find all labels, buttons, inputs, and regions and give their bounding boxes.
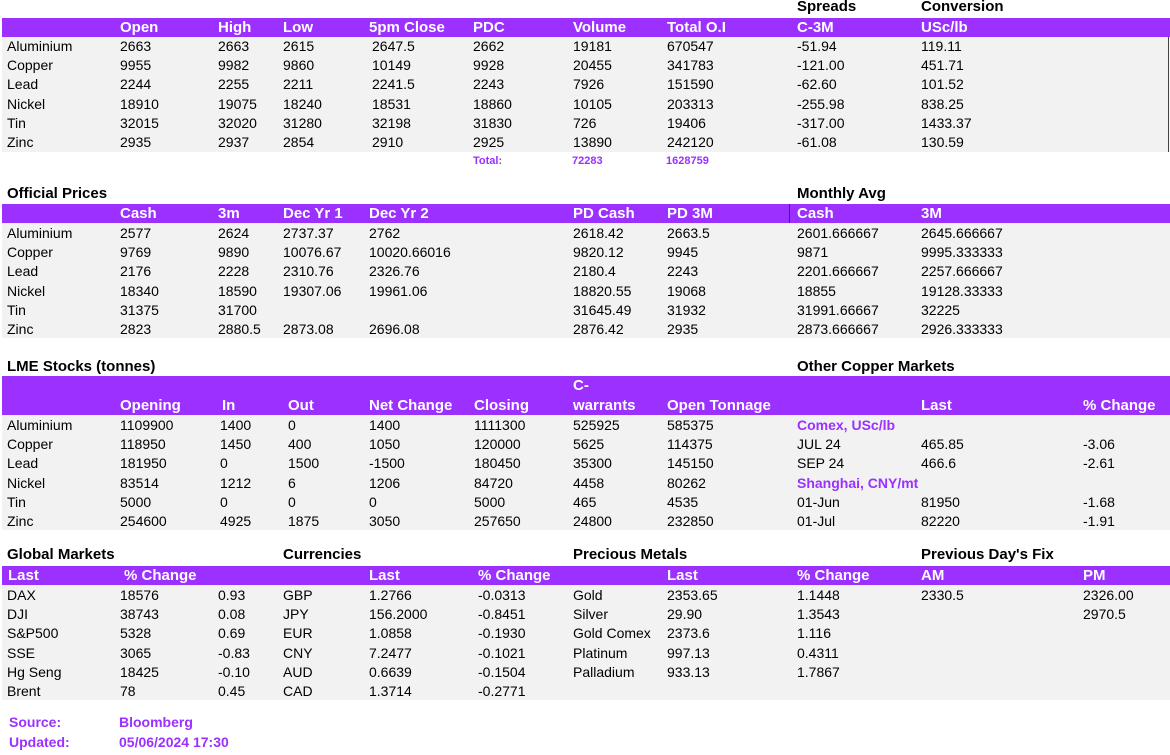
copper-market-row-pct-change: -1.91: [1083, 513, 1115, 529]
official-row-dec-yr-2: 10020.66016: [369, 244, 451, 261]
conversion-label: Conversion: [921, 0, 1004, 15]
stocks-row-closing: 84720: [474, 474, 513, 491]
global-row-metal: Gold Comex: [573, 625, 651, 642]
col-c-warrants-line2: warrants: [573, 397, 636, 414]
stocks-row-c-warrants: 465: [573, 493, 597, 510]
official-row-dec-yr-2: 19961.06: [369, 282, 428, 299]
col-pdc: PDC: [473, 19, 505, 36]
copper-market-row-contract: SEP 24: [797, 455, 845, 472]
monthly-avg-title: Monthly Avg: [797, 185, 886, 202]
market-row-pdc: 31830: [473, 114, 512, 131]
market-row-metal: Aluminium: [7, 38, 73, 54]
col-pd-3m: PD 3M: [667, 205, 713, 222]
stocks-row-metal: Aluminium: [7, 417, 73, 433]
official-prices-title: Official Prices: [7, 185, 108, 202]
official-row-metal: Lead: [7, 263, 39, 280]
col-dec-yr-1: Dec Yr 1: [283, 205, 343, 222]
precious-metals-title: Precious Metals: [573, 546, 688, 563]
global-row-metal-last: 933.13: [667, 663, 710, 680]
official-row-dec-yr-1: 2737.37: [283, 225, 334, 241]
col-3m: 3m: [218, 205, 240, 222]
market-row-metal: Tin: [7, 114, 26, 131]
col-dec-yr-2: Dec Yr 2: [369, 205, 429, 222]
stocks-row-net-change: 1206: [369, 474, 401, 491]
stocks-row-closing: 120000: [474, 436, 521, 453]
market-row-open: 9955: [120, 57, 152, 74]
market-row-high: 9982: [218, 57, 250, 74]
market-row-c-3m: -62.60: [797, 76, 837, 93]
col-c-warrants-line1: C-: [573, 377, 589, 394]
official-row-cash: 31375: [120, 301, 159, 318]
source-value: Bloomberg: [119, 714, 193, 730]
global-row-metal: Silver: [573, 606, 609, 623]
global-row-index: Brent: [7, 683, 41, 699]
market-row-pdc: 18860: [473, 95, 512, 112]
official-row-3m: 2880.5: [218, 321, 261, 337]
stocks-row-open-tonnage: 80262: [667, 474, 706, 491]
stocks-row-c-warrants: 525925: [573, 417, 620, 433]
stocks-row-c-warrants: 5625: [573, 436, 605, 453]
stocks-row-net-change: -1500: [369, 455, 405, 472]
market-row-total-oi: 670547: [667, 38, 714, 54]
stocks-row-opening: 181950: [120, 455, 167, 472]
col-5pm-close: 5pm Close: [369, 19, 445, 36]
copper-market-row-pct-change: -3.06: [1083, 436, 1115, 453]
market-row-low: 2854: [283, 134, 315, 150]
market-row-volume: 726: [573, 114, 597, 131]
official-row-metal: Nickel: [7, 282, 46, 299]
market-row-pdc: 2243: [473, 76, 505, 93]
market-row-metal: Copper: [7, 57, 53, 74]
col-pd-cash: PD Cash: [573, 205, 635, 222]
market-row-low: 2211: [283, 76, 314, 93]
global-row-index-pct-change: -0.83: [218, 644, 250, 661]
total-volume: 72283: [572, 155, 603, 167]
market-row-total-oi: 151590: [667, 76, 714, 93]
stocks-row-c-warrants: 4458: [573, 474, 605, 491]
stocks-row-in: 0: [220, 455, 228, 472]
copper-market-row-contract: 01-Jul: [797, 513, 836, 529]
stocks-row-open-tonnage: 232850: [667, 513, 714, 529]
official-row-cash: 2823: [120, 321, 152, 337]
col-monthly-3m: 3M: [921, 205, 942, 222]
market-row-close: 32198: [372, 114, 411, 131]
market-row-total-oi: 19406: [667, 114, 706, 131]
market-row-low: 2615: [283, 38, 315, 54]
official-row-dec-yr-1: 10076.67: [283, 244, 342, 261]
market-row-pdc: 2662: [473, 38, 505, 54]
col-fix-pm: PM: [1083, 567, 1106, 584]
global-row-currency-pct-change: -0.8451: [478, 606, 526, 623]
official-row-dec-yr-2: 2762: [369, 225, 401, 241]
col-metal-pct-change: % Change: [797, 567, 870, 584]
copper-market-row-last: 82220: [921, 513, 960, 529]
global-markets-title: Global Markets: [7, 546, 115, 563]
market-row-close: 2647.5: [372, 38, 415, 54]
global-row-index-last: 38743: [120, 606, 159, 623]
official-row-monthly-3m: 19128.33333: [921, 282, 1003, 299]
market-row-high: 2937: [218, 134, 250, 150]
stocks-row-c-warrants: 35300: [573, 455, 612, 472]
global-row-currency: GBP: [283, 587, 313, 603]
official-row-pd-cash: 2180.4: [573, 263, 616, 280]
official-row-monthly-cash: 18855: [797, 282, 836, 299]
market-row-total-oi: 341783: [667, 57, 714, 74]
stocks-row-net-change: 1400: [369, 417, 401, 433]
official-row-pd-cash: 2876.42: [573, 321, 624, 337]
copper-market-row-last: 465.85: [921, 436, 964, 453]
stocks-row-net-change: 0: [369, 493, 377, 510]
official-row-3m: 2624: [218, 225, 250, 241]
official-row-pd-cash: 31645.49: [573, 301, 632, 318]
official-row-3m: 31700: [218, 301, 257, 318]
stocks-row-metal: Nickel: [7, 474, 46, 491]
market-row-high: 32020: [218, 114, 257, 131]
market-row-open: 32015: [120, 114, 159, 131]
stocks-row-metal: Zinc: [7, 513, 34, 529]
market-row-open: 2663: [120, 38, 152, 54]
col-high: High: [218, 19, 252, 36]
lme-stocks-title: LME Stocks (tonnes): [7, 358, 156, 375]
stocks-row-metal: Lead: [7, 455, 39, 472]
official-row-monthly-cash: 31991.66667: [797, 301, 879, 318]
stocks-row-out: 6: [288, 474, 296, 491]
global-row-currency: AUD: [283, 663, 313, 680]
col-low: Low: [283, 19, 313, 36]
global-row-currency-pct-change: -0.1504: [478, 663, 526, 680]
market-row-close: 18531: [372, 95, 411, 112]
global-row-metal-last: 29.90: [667, 606, 703, 623]
official-row-monthly-3m: 9995.333333: [921, 244, 1003, 261]
stocks-row-out: 0: [288, 417, 296, 433]
global-row-currency: JPY: [283, 606, 309, 623]
global-row-fix-pm: 2326.00: [1083, 587, 1134, 603]
global-row-index-pct-change: -0.10: [218, 663, 250, 680]
global-row-metal: Palladium: [573, 663, 635, 680]
official-row-monthly-3m: 2257.666667: [921, 263, 1003, 280]
global-row-index-pct-change: 0.45: [218, 683, 246, 699]
official-row-metal: Copper: [7, 244, 53, 261]
stocks-row-out: 400: [288, 436, 312, 453]
global-row-fix-pm: 2970.5: [1083, 606, 1126, 623]
official-row-monthly-3m: 2645.666667: [921, 225, 1003, 241]
official-row-3m: 9890: [218, 244, 250, 261]
global-row-currency-pct-change: -0.0313: [478, 587, 526, 603]
copper-market-row-last: 466.6: [921, 455, 957, 472]
market-row-c-3m: -61.08: [797, 134, 837, 150]
market-row-high: 19075: [218, 95, 257, 112]
previous-day-fix-title: Previous Day's Fix: [921, 546, 1054, 563]
official-row-cash: 18340: [120, 282, 159, 299]
market-row-volume: 19181: [573, 38, 612, 54]
global-row-index-last: 18425: [120, 663, 159, 680]
global-row-currency-pct-change: -0.1021: [478, 644, 526, 661]
global-row-fix-am: 2330.5: [921, 587, 964, 603]
official-row-monthly-3m: 2926.333333: [921, 321, 1003, 337]
stocks-row-open-tonnage: 4535: [667, 493, 699, 510]
stocks-row-in: 1400: [220, 417, 252, 433]
stocks-row-out: 0: [288, 493, 296, 510]
stocks-header-bar: [2, 376, 1170, 415]
global-header-bar: [2, 566, 1170, 585]
market-row-usc-lb: 101.52: [921, 76, 964, 93]
source-label: Source:: [9, 714, 62, 730]
stocks-row-metal: Tin: [7, 493, 26, 510]
stocks-row-out: 1500: [288, 455, 320, 472]
global-row-metal-pct-change: 0.4311: [797, 644, 839, 661]
official-row-dec-yr-2: 2696.08: [369, 321, 420, 337]
global-row-index-last: 3065: [120, 644, 152, 661]
col-volume: Volume: [573, 19, 627, 36]
col-c-3m: C-3M: [797, 19, 834, 36]
stocks-row-closing: 180450: [474, 455, 521, 472]
global-row-index: DJI: [7, 606, 28, 623]
global-row-currency-last: 156.2000: [369, 606, 428, 623]
market-row-c-3m: -255.98: [797, 95, 845, 112]
market-row-metal: Nickel: [7, 95, 46, 112]
stocks-row-net-change: 3050: [369, 513, 401, 529]
market-row-usc-lb: 451.71: [921, 57, 964, 74]
official-row-cash: 2176: [120, 263, 152, 280]
col-usc-lb: USc/lb: [921, 19, 968, 36]
global-row-index-last: 5328: [120, 625, 152, 642]
stocks-row-opening: 1109900: [120, 417, 174, 433]
copper-market-row-pct-change: -2.61: [1083, 455, 1115, 472]
stocks-row-closing: 257650: [474, 513, 521, 529]
market-row-close: 2910: [372, 134, 404, 150]
official-row-monthly-3m: 32225: [921, 301, 960, 318]
col-metal-last: Last: [667, 567, 698, 584]
market-row-usc-lb: 130.59: [921, 134, 964, 150]
global-row-metal-pct-change: 1.3543: [797, 606, 840, 623]
global-row-index: DAX: [7, 587, 36, 603]
global-row-index: SSE: [7, 644, 36, 661]
global-row-metal-last: 2353.65: [667, 587, 718, 603]
official-row-3m: 2228: [218, 263, 250, 280]
global-row-metal-pct-change: 1.1448: [797, 587, 840, 603]
market-row-low: 31280: [283, 114, 322, 131]
header-separator: [789, 204, 790, 223]
market-row-open: 18910: [120, 95, 159, 112]
col-copper-pct-change: % Change: [1083, 397, 1156, 414]
global-row-index-last: 78: [120, 683, 136, 699]
official-row-dec-yr-1: 19307.06: [283, 282, 342, 299]
col-cash: Cash: [120, 205, 157, 222]
col-open: Open: [120, 19, 159, 36]
market-row-total-oi: 242120: [667, 134, 714, 150]
market-row-usc-lb: 838.25: [921, 95, 964, 112]
col-currency-pct-change: % Change: [478, 567, 551, 584]
global-row-currency-last: 1.2766: [369, 587, 412, 603]
market-row-volume: 10105: [573, 95, 612, 112]
global-row-currency-pct-change: -0.2771: [478, 683, 526, 699]
global-row-metal: Platinum: [573, 644, 628, 661]
updated-label: Updated:: [9, 734, 70, 750]
official-row-monthly-cash: 2601.666667: [797, 225, 879, 241]
other-copper-title: Other Copper Markets: [797, 358, 955, 375]
official-row-pd-cash: 18820.55: [573, 282, 632, 299]
stocks-row-opening: 83514: [120, 474, 159, 491]
official-row-metal: Zinc: [7, 321, 34, 337]
stocks-row-open-tonnage: 114375: [667, 436, 713, 453]
copper-market-row-last: 81950: [921, 493, 960, 510]
market-row-metal: Zinc: [7, 134, 34, 150]
col-net-change: Net Change: [369, 397, 453, 414]
stocks-row-open-tonnage: 145150: [667, 455, 714, 472]
col-fix-am: AM: [921, 567, 945, 584]
stocks-row-in: 1450: [220, 436, 252, 453]
updated-value: 05/06/2024 17:30: [119, 734, 229, 750]
total-label: Total:: [473, 155, 503, 167]
global-row-metal-pct-change: 1.7867: [797, 663, 840, 680]
total-open-interest: 1628759: [666, 155, 709, 167]
stocks-row-opening: 118950: [120, 436, 166, 453]
stocks-row-c-warrants: 24800: [573, 513, 612, 529]
official-row-pd-3m: 2243: [667, 263, 699, 280]
market-row-open: 2935: [120, 134, 152, 150]
col-total-oi: Total O.I: [667, 19, 726, 36]
col-global-pct-change: % Change: [124, 567, 197, 584]
market-row-volume: 20455: [573, 57, 612, 74]
stocks-row-in: 4925: [220, 513, 252, 529]
global-row-index-pct-change: 0.93: [218, 587, 246, 603]
copper-market-row-contract: 01-Jun: [797, 493, 840, 510]
market-row-volume: 13890: [573, 134, 612, 150]
global-row-currency-last: 7.2477: [369, 644, 412, 661]
official-row-pd-3m: 9945: [667, 244, 699, 261]
market-row-metal: Lead: [7, 76, 39, 93]
spreads-label: Spreads: [797, 0, 857, 15]
official-row-metal: Tin: [7, 301, 26, 318]
col-global-last: Last: [8, 567, 39, 584]
stocks-row-closing: 5000: [474, 493, 506, 510]
copper-market-row-pct-change: -1.68: [1083, 493, 1115, 510]
official-row-pd-3m: 19068: [667, 282, 706, 299]
col-monthly-cash: Cash: [797, 205, 834, 222]
global-row-metal-last: 2373.6: [667, 625, 710, 642]
market-row-c-3m: -51.94: [797, 38, 837, 54]
right-border: [1168, 37, 1169, 152]
official-row-pd-3m: 2935: [667, 321, 699, 337]
global-row-metal-pct-change: 1.116: [797, 625, 831, 642]
market-row-total-oi: 203313: [667, 95, 714, 112]
col-copper-last: Last: [921, 397, 952, 414]
global-row-currency: CNY: [283, 644, 313, 661]
col-in: In: [222, 397, 236, 414]
stocks-row-opening: 5000: [120, 493, 152, 510]
market-row-c-3m: -121.00: [797, 57, 845, 74]
copper-market-row-contract: JUL 24: [797, 436, 841, 453]
market-row-low: 9860: [283, 57, 315, 74]
global-row-index: Hg Seng: [7, 663, 62, 680]
global-row-index: S&P500: [7, 625, 59, 642]
official-row-pd-3m: 31932: [667, 301, 706, 318]
currencies-title: Currencies: [283, 546, 362, 563]
global-row-index-last: 18576: [120, 587, 159, 603]
market-row-pdc: 2925: [473, 134, 505, 150]
copper-market-row-contract: Shanghai, CNY/mt: [797, 474, 919, 491]
global-row-currency: CAD: [283, 683, 313, 699]
market-header-bar: [2, 18, 1170, 37]
stocks-row-out: 1875: [288, 513, 320, 529]
global-row-metal-last: 997.13: [667, 644, 710, 661]
official-row-monthly-cash: 2873.666667: [797, 321, 879, 337]
global-row-currency-last: 1.3714: [369, 683, 412, 699]
col-currency-last: Last: [369, 567, 400, 584]
market-row-close: 10149: [372, 57, 411, 74]
market-row-volume: 7926: [573, 76, 605, 93]
stocks-row-metal: Copper: [7, 436, 53, 453]
stocks-row-opening: 254600: [120, 513, 167, 529]
global-row-index-pct-change: 0.08: [218, 606, 246, 623]
col-out: Out: [288, 397, 314, 414]
stocks-row-net-change: 1050: [369, 436, 401, 453]
official-header-bar: [2, 204, 1170, 223]
official-row-3m: 18590: [218, 282, 257, 299]
global-row-metal: Gold: [573, 587, 603, 603]
market-row-close: 2241.5: [372, 76, 415, 93]
market-row-usc-lb: 119.11: [921, 38, 962, 54]
market-row-high: 2663: [218, 38, 250, 54]
stocks-row-closing: 1111300: [474, 417, 526, 433]
copper-market-row-contract: Comex, USc/lb: [797, 417, 896, 433]
market-row-c-3m: -317.00: [797, 114, 845, 131]
stocks-row-in: 1212: [220, 474, 252, 491]
official-row-metal: Aluminium: [7, 225, 73, 241]
market-row-usc-lb: 1433.37: [921, 114, 972, 131]
global-row-index-pct-change: 0.69: [218, 625, 246, 642]
official-row-pd-cash: 9820.12: [573, 244, 624, 261]
official-row-dec-yr-1: 2873.08: [283, 321, 334, 337]
official-row-cash: 9769: [120, 244, 152, 261]
official-row-cash: 2577: [120, 225, 152, 241]
global-row-currency-last: 0.6639: [369, 663, 412, 680]
official-row-dec-yr-2: 2326.76: [369, 263, 420, 280]
global-row-currency: EUR: [283, 625, 313, 642]
market-row-pdc: 9928: [473, 57, 505, 74]
official-row-monthly-cash: 2201.666667: [797, 263, 879, 280]
global-row-currency-pct-change: -0.1930: [478, 625, 526, 642]
market-row-high: 2255: [218, 76, 250, 93]
col-open-tonnage: Open Tonnage: [667, 397, 771, 414]
col-closing: Closing: [474, 397, 529, 414]
market-row-low: 18240: [283, 95, 322, 112]
global-row-currency-last: 1.0858: [369, 625, 412, 642]
official-row-dec-yr-1: 2310.76: [283, 263, 334, 280]
official-row-pd-cash: 2618.42: [573, 225, 624, 241]
col-opening: Opening: [120, 397, 181, 414]
official-row-pd-3m: 2663.5: [667, 225, 710, 241]
stocks-row-open-tonnage: 585375: [667, 417, 714, 433]
official-row-monthly-cash: 9871: [797, 244, 829, 261]
market-row-open: 2244: [120, 76, 152, 93]
stocks-row-in: 0: [220, 493, 228, 510]
